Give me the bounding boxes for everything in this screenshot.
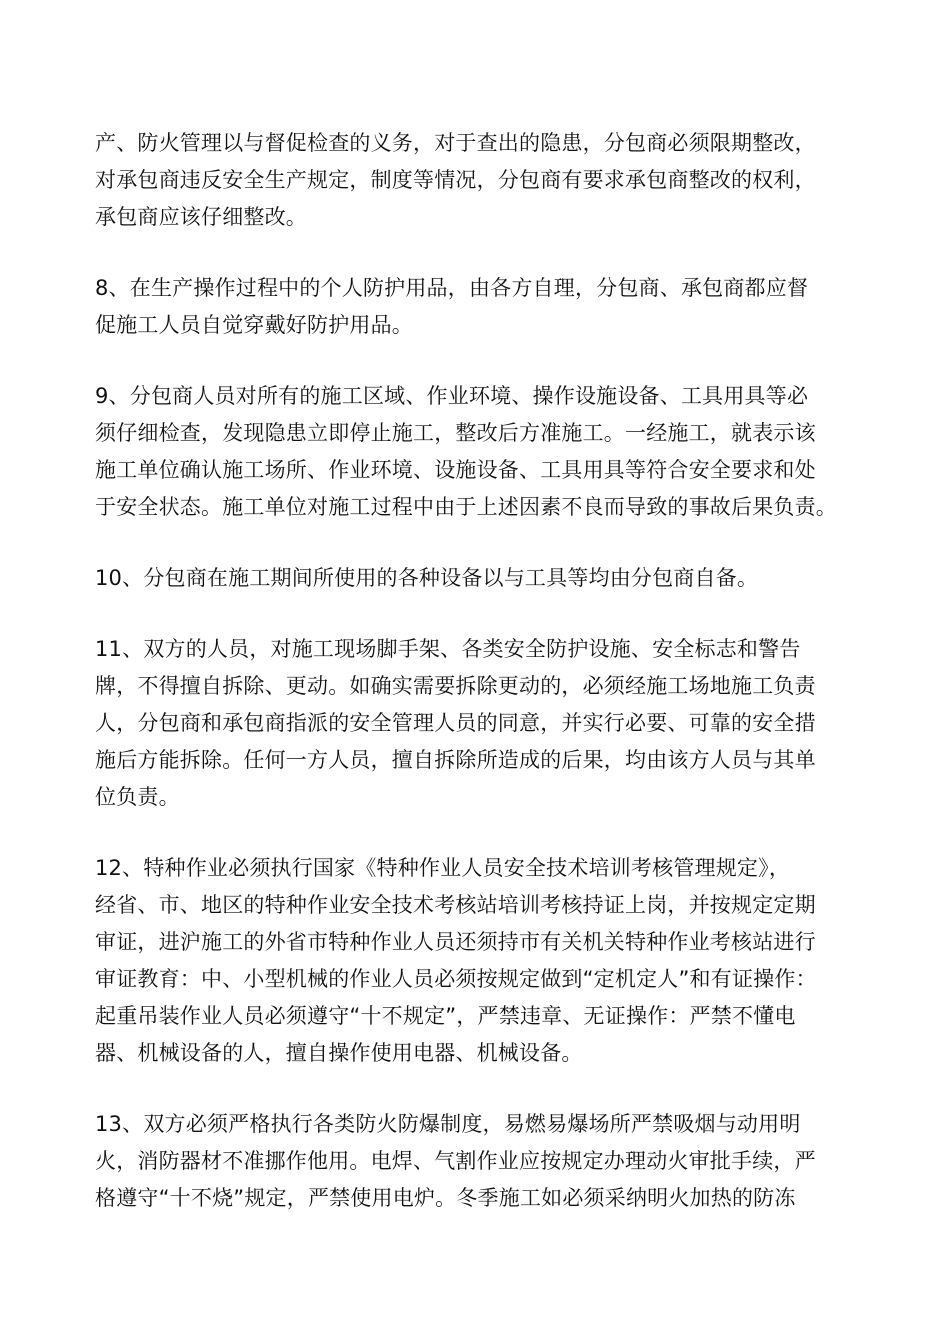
paragraph-item-9: 9、分包商人员对所有的施工区域、作业环境、操作设施设备、工具用具等必 须仔细检查，发现隐患立即停止施工，整改后方准施工。一经施工，就表示该 施工单位确认施工场所、作业环境、设施设备、工具用具等符合安全要求和处 于安全状态。施工单位对施工过程中由于上述因素不良而导致的事故后果负责。 <box>95 384 837 519</box>
paragraph-item-12: 12、特种作业必须执行国家《特种作业人员安全技术培训考核管理规定》， 经省、市、地区的特种作业安全技术考核站培训考核持证上岗，并按规定定期 审证，进沪施工的外省市特种作业人员还须持市有关机关特种作业考核站进行 审证教育：中、小型机械的作业人员必须按规定做到“定机定人”和有证操作： 起重吊装作业人员必须遵守“十不规定”，严禁违章、无证操作：严禁不懂电 器、机械设备的人，擅自操作使用电器、机械设备。 <box>95 856 817 1065</box>
paragraph-continuation: 产、防火管理以与督促检查的义务，对于查出的隐患，分包商必须限期整改， 对承包商违反安全生产规定，制度等情况，分包商有要求承包商整改的权利， 承包商应该仔细整改。 <box>95 131 816 229</box>
paragraph-item-10: 10、分包商在施工期间所使用的各种设备以与工具等均由分包商自备。 <box>95 566 759 590</box>
paragraph-item-11: 11、双方的人员，对施工现场脚手架、各类安全防护设施、安全标志和警告 牌，不得擅自拆除、更动。如确实需要拆除更动的，必须经施工场地施工负责 人，分包商和承包商指派的安全管理人员的同意，并实行必要、可靠的安全措 施后方能拆除。任何一方人员，擅自拆除所造成的后果，均由该方人员与其单 位负责。 <box>95 637 816 809</box>
paragraph-item-8: 8、在生产操作过程中的个人防护用品，由各方自理，分包商、承包商都应督 促施工人员自觉穿戴好防护用品。 <box>95 276 809 337</box>
document-page <box>95 125 865 1251</box>
paragraph-item-13: 13、双方必须严格执行各类防火防爆制度，易燃易爆场所严禁吸烟与动用明 火，消防器材不准挪作他用。电焊、气割作业应按规定办理动火审批手续，严 格遵守“十不烧”规定，严禁使用电炉。冬季施工如必须采纳明火加热的防冻 <box>95 1112 816 1210</box>
